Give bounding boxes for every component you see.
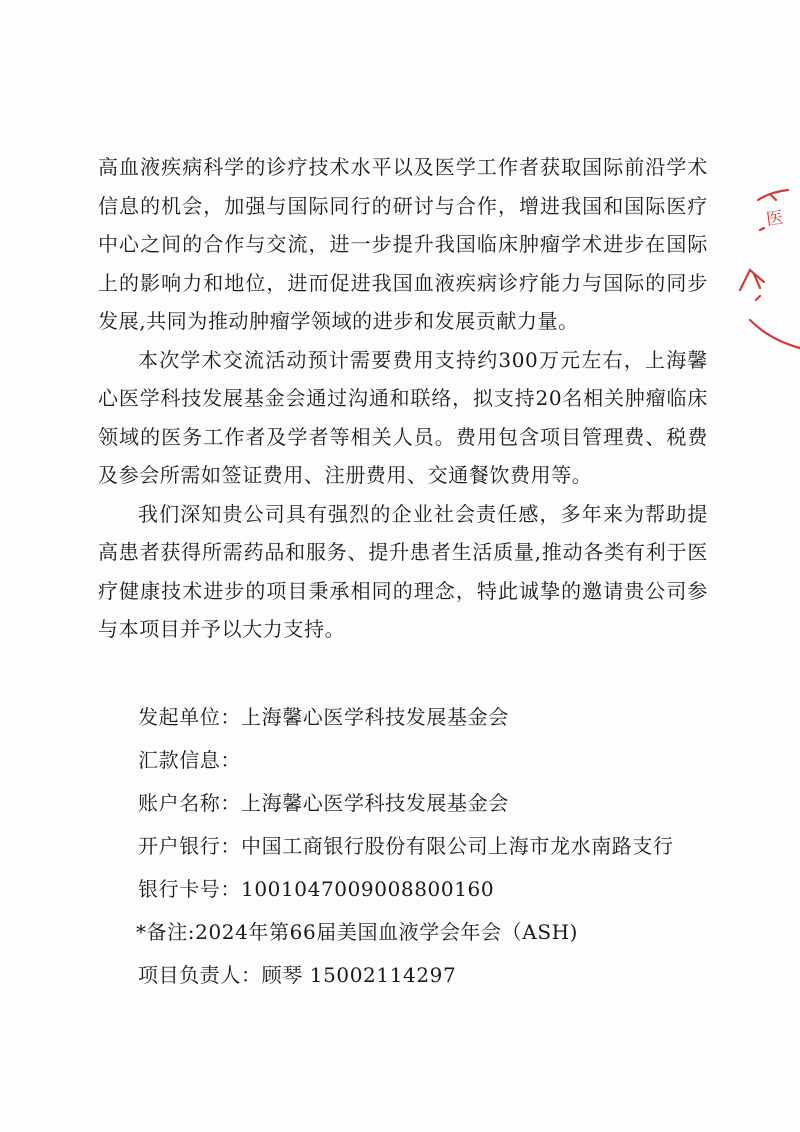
remit-title: 汇款信息： xyxy=(138,748,241,772)
card-number-line: 银行卡号：1001047009008800160 xyxy=(138,877,495,901)
paragraph-3: 我们深知贵公司具有强烈的企业社会责任感，多年来为帮助提高患者获得所需药品和服务、提升患者生活质量,推动各类有利于医疗健康技术进步的项目秉承相同的理念，特此诚挚的邀请贵公司参与本项目并予以大力支持。 xyxy=(98,501,708,641)
seal-stamp-icon xyxy=(730,170,800,370)
remittance-info xyxy=(138,696,738,997)
seal-fragment-text: 医 xyxy=(765,207,785,231)
bank-line: 开户银行：中国工商银行股份有限公司上海市龙水南路支行 xyxy=(138,834,674,858)
note-line: *备注:2024年第66届美国血液学会年会（ASH) xyxy=(136,920,579,944)
paragraph-2: 本次学术交流活动预计需要费用支持约300万元左右，上海馨心医学科技发展基金会通过沟通和联络，拟支持20名相关肿瘤临床领域的医务工作者及学者等相关人员。费用包含项目管理费、税费及参会所需如签证费用、注册费用、交通餐饮费用等。 xyxy=(98,347,708,487)
initiator-line: 发起单位：上海馨心医学科技发展基金会 xyxy=(138,705,509,729)
contact-line: 项目负责人：顾琴 15002114297 xyxy=(138,963,457,987)
account-name-line: 账户名称：上海馨心医学科技发展基金会 xyxy=(138,791,509,815)
paragraph-1: 高血液疾病科学的诊疗技术水平以及医学工作者获取国际前沿学术信息的机会，加强与国际同行的研讨与合作，增进我国和国际医疗中心之间的合作与交流，进一步提升我国临床肿瘤学术进步在国际上的影响力和地位，进而促进我国血液疾病诊疗能力与国际的同步发展,共同为推动肿瘤学领域的进步和发展贡献力量。 xyxy=(98,155,708,333)
letter-body xyxy=(98,148,708,649)
